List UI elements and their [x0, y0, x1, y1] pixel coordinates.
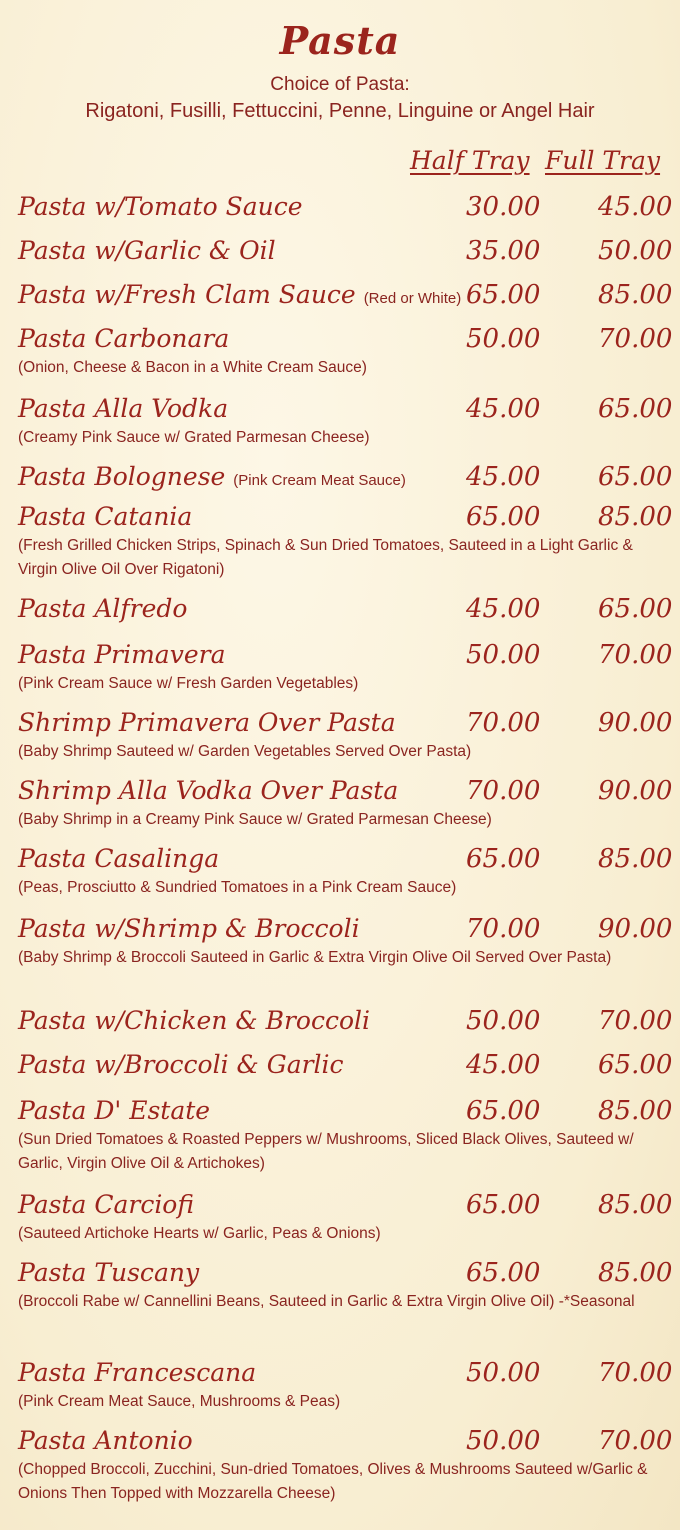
half-tray-price: 50.00: [466, 324, 541, 354]
half-tray-price: 45.00: [466, 594, 541, 624]
full-tray-price: 90.00: [598, 708, 673, 738]
item-name-text: Shrimp Alla Vodka Over Pasta: [18, 776, 399, 805]
item-name: [18, 1356, 668, 1390]
half-tray-price: 65.00: [466, 280, 541, 310]
full-tray-price: 65.00: [598, 1050, 673, 1080]
full-tray-price: 65.00: [598, 594, 673, 624]
full-tray-price: 85.00: [598, 280, 673, 310]
item-name-text: Pasta D' Estate: [18, 1096, 211, 1125]
item-name: [18, 392, 668, 426]
item-description: (Chopped Broccoli, Zucchini, Sun-dried Tomatoes, Olives & Mushrooms Sauteed w/Garlic & Onions Then Topped with Mozzarella Cheese): [18, 1461, 648, 1502]
item-inline-note: (Red or White): [363, 290, 462, 307]
item-name-text: Pasta w/Fresh Clam Sauce: [18, 280, 356, 309]
full-tray-price: 65.00: [598, 462, 673, 492]
item-name: [18, 500, 668, 534]
menu-item: [18, 706, 673, 764]
item-description: (Baby Shrimp in a Creamy Pink Sauce w/ Grated Parmesan Cheese): [18, 811, 492, 828]
item-name-text: Shrimp Primavera Over Pasta: [18, 708, 396, 737]
item-name-text: Pasta Alla Vodka: [18, 394, 229, 423]
half-tray-price: 70.00: [466, 914, 541, 944]
item-description: (Onion, Cheese & Bacon in a White Cream Sauce): [18, 359, 367, 376]
half-tray-price: 45.00: [466, 462, 541, 492]
menu-item: [18, 842, 673, 900]
half-tray-price: 50.00: [466, 1426, 541, 1456]
full-tray-price: 70.00: [598, 1426, 673, 1456]
half-tray-price: 30.00: [466, 192, 541, 222]
item-name: [18, 1424, 668, 1458]
full-tray-price: 85.00: [598, 1190, 673, 1220]
item-description: (Peas, Prosciutto & Sundried Tomatoes in a Pink Cream Sauce): [18, 879, 457, 896]
item-inline-note: (Pink Cream Meat Sauce): [233, 472, 406, 489]
full-tray-price: 90.00: [598, 914, 673, 944]
full-tray-price: 45.00: [598, 192, 673, 222]
item-name: [18, 592, 668, 626]
pasta-choice-label: Choice of Pasta:: [270, 74, 410, 95]
item-description: (Sun Dried Tomatoes & Roasted Peppers w/ Mushrooms, Sliced Black Olives, Sauteed w/ Garlic, Virgin Olive Oil & Artichokes): [18, 1131, 634, 1172]
menu-item: [18, 1094, 673, 1176]
item-name-text: Pasta Alfredo: [18, 594, 188, 623]
menu-item: [18, 1188, 673, 1246]
item-name: [18, 460, 668, 498]
half-tray-price: 50.00: [466, 1358, 541, 1388]
item-description: (Baby Shrimp & Broccoli Sauteed in Garlic & Extra Virgin Olive Oil Served Over Pasta): [18, 949, 612, 966]
menu-item: [18, 774, 673, 832]
menu-item: [18, 322, 673, 380]
item-name: [18, 1094, 668, 1128]
item-name-text: Pasta Catania: [18, 502, 193, 531]
half-tray-price: 65.00: [466, 1096, 541, 1126]
item-name-text: Pasta Antonio: [18, 1426, 193, 1455]
item-name-text: Pasta w/Tomato Sauce: [18, 192, 303, 221]
item-name: [18, 1256, 668, 1290]
item-name-text: Pasta Bolognese: [18, 462, 226, 491]
item-name: [18, 234, 668, 268]
menu-item: [18, 278, 673, 316]
full-tray-price: 70.00: [598, 640, 673, 670]
item-name: [18, 190, 668, 224]
half-tray-price: 65.00: [466, 1258, 541, 1288]
menu-item: [18, 1256, 673, 1314]
half-tray-price: 70.00: [466, 776, 541, 806]
item-name: [18, 1004, 668, 1038]
item-name: [18, 774, 668, 808]
item-name-text: Pasta Casalinga: [18, 844, 220, 873]
full-tray-price: 70.00: [598, 1006, 673, 1036]
full-tray-header: Full Tray: [545, 146, 661, 175]
item-name-text: Pasta w/Garlic & Oil: [18, 236, 276, 265]
full-tray-price: 65.00: [598, 394, 673, 424]
item-name: [18, 1188, 668, 1222]
item-description: (Fresh Grilled Chicken Strips, Spinach & Sun Dried Tomatoes, Sauteed in a Light Garlic & Virgin Olive Oil Over Rigatoni): [18, 537, 633, 578]
half-tray-price: 45.00: [466, 1050, 541, 1080]
full-tray-price: 70.00: [598, 324, 673, 354]
half-tray-price: 70.00: [466, 708, 541, 738]
item-name-text: Pasta Carbonara: [18, 324, 230, 353]
item-description: (Sauteed Artichoke Hearts w/ Garlic, Peas & Onions): [18, 1225, 381, 1242]
item-name: [18, 706, 668, 740]
item-description: (Pink Cream Meat Sauce, Mushrooms & Peas): [18, 1393, 341, 1410]
half-tray-price: 50.00: [466, 640, 541, 670]
menu-item: [18, 392, 673, 450]
item-name-text: Pasta Tuscany: [18, 1258, 200, 1287]
menu-item: [18, 638, 673, 696]
menu-item: [18, 234, 673, 268]
half-tray-price: 45.00: [466, 394, 541, 424]
half-tray-price: 65.00: [466, 844, 541, 874]
menu-item: [18, 912, 673, 970]
item-name-text: Pasta w/Chicken & Broccoli: [18, 1006, 370, 1035]
item-description: (Creamy Pink Sauce w/ Grated Parmesan Cheese): [18, 429, 370, 446]
menu-item: [18, 1048, 673, 1082]
item-name: [18, 322, 668, 356]
full-tray-price: 90.00: [598, 776, 673, 806]
item-name: [18, 912, 668, 946]
menu-title: Pasta: [279, 18, 401, 63]
menu-item: [18, 1424, 673, 1506]
menu-item: [18, 500, 673, 582]
pasta-choice-list: Rigatoni, Fusilli, Fettuccini, Penne, Linguine or Angel Hair: [85, 100, 595, 122]
menu-item: [18, 592, 673, 626]
item-name-text: Pasta w/Broccoli & Garlic: [18, 1050, 344, 1079]
item-name-text: Pasta Francescana: [18, 1358, 257, 1387]
full-tray-price: 50.00: [598, 236, 673, 266]
item-description: (Baby Shrimp Sauteed w/ Garden Vegetables Served Over Pasta): [18, 743, 472, 760]
item-name-text: Pasta Primavera: [18, 640, 226, 669]
item-description: (Pink Cream Sauce w/ Fresh Garden Vegetables): [18, 675, 359, 692]
menu-item: [18, 460, 673, 498]
item-name: [18, 278, 668, 316]
half-tray-price: 65.00: [466, 502, 541, 532]
full-tray-price: 85.00: [598, 1258, 673, 1288]
menu-item: [18, 1004, 673, 1038]
full-tray-price: 70.00: [598, 1358, 673, 1388]
item-description: (Broccoli Rabe w/ Cannellini Beans, Sauteed in Garlic & Extra Virgin Olive Oil) -*Seasonal: [18, 1293, 635, 1310]
item-name: [18, 1048, 668, 1082]
half-tray-header: Half Tray: [410, 146, 530, 175]
item-name-text: Pasta w/Shrimp & Broccoli: [18, 914, 360, 943]
full-tray-price: 85.00: [598, 844, 673, 874]
half-tray-price: 50.00: [466, 1006, 541, 1036]
full-tray-price: 85.00: [598, 1096, 673, 1126]
item-name-text: Pasta Carciofi: [18, 1190, 195, 1219]
menu-item: [18, 1356, 673, 1414]
item-name: [18, 842, 668, 876]
item-name: [18, 638, 668, 672]
full-tray-price: 85.00: [598, 502, 673, 532]
half-tray-price: 35.00: [466, 236, 541, 266]
half-tray-price: 65.00: [466, 1190, 541, 1220]
menu-item: [18, 190, 673, 224]
